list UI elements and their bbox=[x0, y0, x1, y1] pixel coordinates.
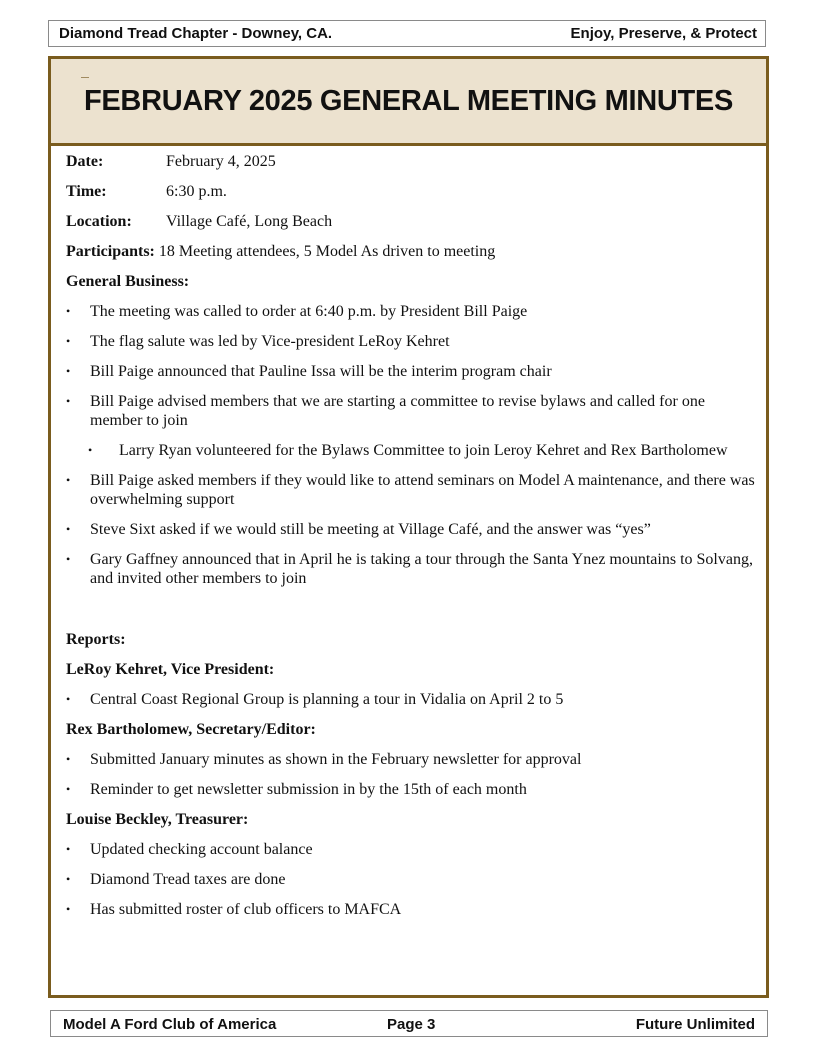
bullet-icon: • bbox=[66, 782, 71, 796]
list-item bbox=[66, 690, 756, 709]
header-chapter: Diamond Tread Chapter - Downey, CA. bbox=[59, 25, 333, 42]
footer-club: Model A Ford Club of America bbox=[63, 1016, 277, 1033]
bullet-icon: • bbox=[66, 902, 71, 916]
general-business-heading: General Business: bbox=[66, 273, 190, 290]
bullet-icon: • bbox=[66, 334, 71, 348]
list-item bbox=[66, 362, 756, 381]
participants-value: 18 Meeting attendees, 5 Model As driven to meeting bbox=[158, 243, 496, 260]
list-item bbox=[66, 302, 756, 321]
list-item-text: Has submitted roster of club officers to MAFCA bbox=[90, 901, 402, 918]
bullet-icon: • bbox=[66, 522, 71, 536]
location-label: Location: bbox=[66, 213, 132, 230]
date-label: Date: bbox=[66, 153, 104, 170]
list-item-text: Steve Sixt asked if we would still be meeting at Village Café, and the answer was “yes” bbox=[90, 521, 651, 538]
date-value: February 4, 2025 bbox=[166, 153, 276, 170]
location-row bbox=[66, 212, 756, 231]
list-item bbox=[66, 550, 756, 588]
bullet-icon: • bbox=[66, 552, 71, 566]
bullet-icon: • bbox=[88, 443, 93, 457]
list-item bbox=[66, 780, 756, 799]
treasurer-heading: Louise Beckley, Treasurer: bbox=[66, 811, 249, 828]
reports-heading: Reports: bbox=[66, 631, 126, 648]
list-item-text: The flag salute was led by Vice-president LeRoy Kehret bbox=[90, 333, 450, 350]
list-item bbox=[66, 750, 756, 769]
page-header bbox=[48, 20, 766, 47]
list-item-text: Reminder to get newsletter submission in by the 15th of each month bbox=[90, 781, 527, 798]
list-item-text: Bill Paige asked members if they would like to attend seminars on Model A maintenance, and there was overwhelming support bbox=[90, 472, 755, 508]
list-item bbox=[66, 392, 756, 430]
date-row bbox=[66, 152, 756, 171]
time-value: 6:30 p.m. bbox=[166, 183, 227, 200]
list-item-text: Updated checking account balance bbox=[90, 841, 313, 858]
footer-slogan: Future Unlimited bbox=[635, 1016, 755, 1033]
list-item-text: Diamond Tread taxes are done bbox=[90, 871, 286, 888]
list-item-text: The meeting was called to order at 6:40 p.m. by President Bill Paige bbox=[90, 303, 528, 320]
bullet-icon: • bbox=[66, 364, 71, 378]
bullet-icon: • bbox=[66, 692, 71, 706]
list-item bbox=[66, 840, 756, 859]
page-footer bbox=[50, 1010, 768, 1037]
bullet-icon: • bbox=[66, 842, 71, 856]
list-item bbox=[66, 520, 756, 539]
list-item bbox=[66, 332, 756, 351]
list-item-text: Central Coast Regional Group is planning a tour in Vidalia on April 2 to 5 bbox=[90, 691, 564, 708]
minutes-content bbox=[66, 152, 756, 930]
title-banner bbox=[51, 59, 766, 146]
decorative-dash bbox=[81, 77, 89, 78]
participants-label: Participants: bbox=[66, 243, 155, 260]
list-item bbox=[66, 900, 756, 919]
bullet-icon: • bbox=[66, 872, 71, 886]
list-item-text: Bill Paige advised members that we are starting a committee to revise bylaws and called for one member to join bbox=[90, 393, 705, 429]
participants-row bbox=[66, 242, 756, 261]
list-item bbox=[66, 471, 756, 509]
vp-heading: LeRoy Kehret, Vice President: bbox=[66, 661, 275, 678]
list-item-text: Larry Ryan volunteered for the Bylaws Committee to join Leroy Kehret and Rex Bartholomew bbox=[119, 442, 728, 459]
spacer bbox=[66, 599, 756, 630]
secretary-heading: Rex Bartholomew, Secretary/Editor: bbox=[66, 721, 316, 738]
list-item bbox=[66, 870, 756, 889]
list-item-text: Submitted January minutes as shown in the February newsletter for approval bbox=[90, 751, 582, 768]
sub-list-item bbox=[66, 441, 756, 460]
bullet-icon: • bbox=[66, 473, 71, 487]
bullet-icon: • bbox=[66, 304, 71, 318]
list-item-text: Bill Paige announced that Pauline Issa will be the interim program chair bbox=[90, 363, 552, 380]
time-label: Time: bbox=[66, 183, 107, 200]
page-number: Page 3 bbox=[387, 1016, 436, 1033]
bullet-icon: • bbox=[66, 394, 71, 408]
list-item-text: Gary Gaffney announced that in April he is taking a tour through the Santa Ynez mountains to Solvang, and invited other members to join bbox=[90, 551, 753, 587]
page-title: FEBRUARY 2025 GENERAL MEETING MINUTES bbox=[83, 85, 734, 117]
time-row bbox=[66, 182, 756, 201]
location-value: Village Café, Long Beach bbox=[166, 213, 333, 230]
bullet-icon: • bbox=[66, 752, 71, 766]
header-motto: Enjoy, Preserve, & Protect bbox=[570, 25, 757, 42]
